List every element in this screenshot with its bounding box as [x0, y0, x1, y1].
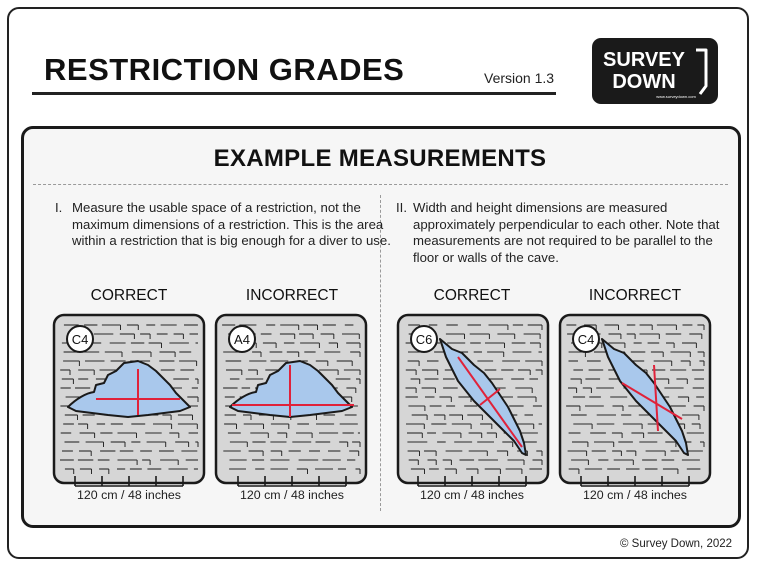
instruction-text: Width and height dimensions are measured approximately perpendicular to each other. Note that measurements are not required to be parallel to the floor or walls of the cave. [413, 200, 720, 265]
example-caption: INCORRECT [245, 287, 339, 304]
version-label: Version 1.3 [484, 70, 555, 86]
example-caption: CORRECT [90, 287, 168, 304]
page-title: RESTRICTION GRADES [44, 52, 405, 87]
grade-label: A4 [234, 332, 250, 347]
grade-label: C4 [71, 332, 89, 347]
example-caption: INCORRECT [588, 287, 682, 304]
instruction-text: Measure the usable space of a restriction, not the maximum dimensions of a restriction. This is the area within a restriction that is big enough for a diver to use. [72, 200, 391, 248]
logo-line1: SURVEY [603, 49, 685, 71]
grade-label: C4 [577, 332, 595, 347]
section-title: EXAMPLE MEASUREMENTS [213, 145, 547, 172]
scale-ticks [238, 476, 346, 486]
logo-line2: DOWN [612, 71, 676, 93]
scale-ticks [418, 476, 526, 486]
restriction-example-4 [558, 313, 712, 485]
restriction-example-3 [396, 313, 550, 485]
scale-label: 120 cm / 48 inches [582, 488, 687, 502]
example-caption: CORRECT [433, 287, 511, 304]
grade-label: C6 [415, 332, 433, 347]
scale-ticks [581, 476, 689, 486]
restriction-example-1 [52, 313, 206, 485]
scale-label: 120 cm / 48 inches [419, 488, 524, 502]
scale-label: 120 cm / 48 inches [239, 488, 344, 502]
instruction-number: II. [396, 200, 407, 215]
logo-url: www.surveydown.com [656, 94, 696, 99]
copyright-notice: © Survey Down, 2022 [620, 538, 733, 550]
title-underline [32, 92, 556, 95]
section-divider [33, 184, 728, 185]
scale-ticks [75, 476, 183, 486]
scale-label: 120 cm / 48 inches [76, 488, 181, 502]
instruction-number: I. [55, 200, 63, 215]
survey-down-logo [590, 36, 720, 106]
restriction-example-2 [214, 313, 368, 485]
